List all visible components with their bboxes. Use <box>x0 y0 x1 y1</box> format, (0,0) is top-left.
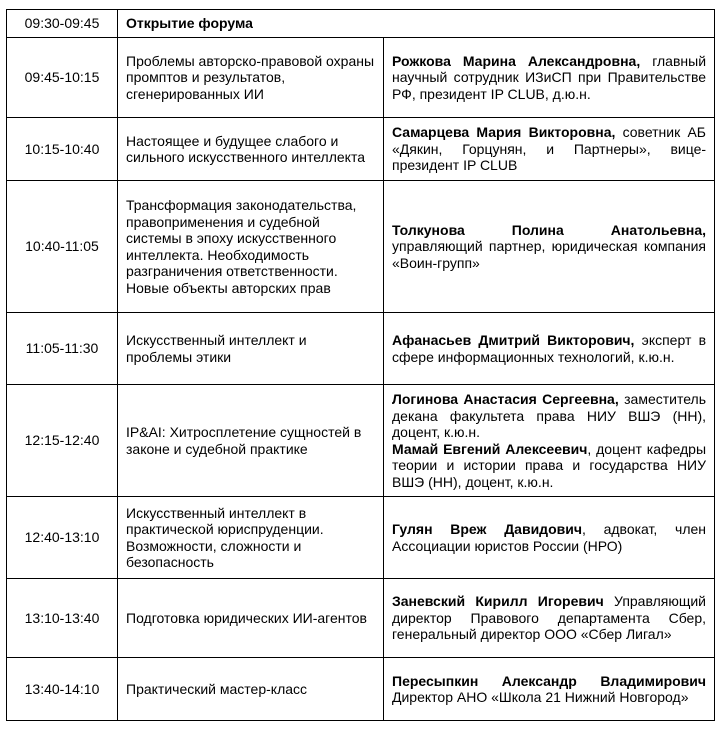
program-row <box>7 181 715 313</box>
time-slot: 09:45-10:15 <box>7 38 118 118</box>
speaker-name: Рожкова Марина Александровна, <box>392 52 641 69</box>
opening-title: Открытие форума <box>118 10 715 38</box>
speaker-name: Мамай Евгений Алексеевич <box>392 440 588 457</box>
speaker-name: Логинова Анастасия Сергеевна, <box>392 391 619 407</box>
speaker-name: Афанасьев Дмитрий Викторович, <box>392 332 635 348</box>
speaker-cell <box>384 385 715 497</box>
program-row <box>7 658 715 721</box>
speaker-cell <box>384 313 715 385</box>
speaker-details: , доцент кафедры теории и истории права и государства НИУ ВШЭ (НН), доцент, к.ю.н. <box>392 440 707 490</box>
time-slot: 10:15-10:40 <box>7 118 118 181</box>
speaker-cell <box>384 38 715 118</box>
session-topic: Настоящее и будущее слабого и сильного искусственного интеллекта <box>118 118 384 181</box>
program-row <box>7 118 715 181</box>
speaker-details: заместитель декана факультета права НИУ ВШЭ (НН), доцент, к.ю.н. <box>392 391 707 440</box>
program-row <box>7 579 715 658</box>
speaker-details: управляющий партнер, юридическая компания «Воин-групп» <box>392 238 707 271</box>
time-slot: 13:40-14:10 <box>7 658 118 721</box>
session-topic: Искусственный интеллект в практической юриспруденции. Возможности, сложности и безопасность <box>118 497 384 579</box>
speaker-cell <box>384 118 715 181</box>
time-slot: 09:30-09:45 <box>7 10 118 38</box>
time-slot: 13:10-13:40 <box>7 579 118 658</box>
speaker-details: , адвокат, член Ассоциации юристов России (НРО) <box>392 521 707 554</box>
speaker-details: советник АБ «Дякин, Горцунян, и Партнеры», вице-президент IP CLUB <box>392 124 707 174</box>
time-slot: 11:05-11:30 <box>7 313 118 385</box>
session-topic: Практический мастер-класс <box>118 658 384 721</box>
speaker-cell <box>384 181 715 313</box>
speaker-cell <box>384 579 715 658</box>
program-row <box>7 38 715 118</box>
speaker-entry <box>392 441 706 491</box>
time-slot: 12:40-13:10 <box>7 497 118 579</box>
session-topic: IP&AI: Хитросплетение сущностей в законе и судебной практике <box>118 385 384 497</box>
speaker-entry <box>392 391 706 441</box>
time-slot: 10:40-11:05 <box>7 181 118 313</box>
program-row <box>7 313 715 385</box>
speaker-details: Управляющий директор Правового департамента Сбер, генеральный директор ООО «Сбер Лигал» <box>392 593 707 643</box>
speaker-details: эксперт в сфере информационных технологий, к.ю.н. <box>392 332 707 365</box>
session-topic: Искусственный интеллект и проблемы этики <box>118 313 384 385</box>
speaker-details: Директор АНО «Школа 21 Нижний Новгород» <box>392 689 689 705</box>
time-slot: 12:15-12:40 <box>7 385 118 497</box>
program-row <box>7 10 715 38</box>
program-row <box>7 497 715 579</box>
speaker-cell <box>384 658 715 721</box>
forum-program-table <box>6 9 715 721</box>
speaker-name: Пересыпкин Александр Владимирович <box>392 672 707 689</box>
speaker-details: главный научный сотрудник ИЗиСП при Правительстве РФ, президент IP CLUB, д.ю.н. <box>392 52 707 102</box>
session-topic: Трансформация законодательства, правоприменения и судебной системы в эпоху искусственного интеллекта. Необходимость разграничения ответственности. Новые объекты авторских прав <box>118 181 384 313</box>
program-row <box>7 385 715 497</box>
session-topic: Подготовка юридических ИИ-агентов <box>118 579 384 658</box>
speaker-name: Гулян Вреж Давидович <box>392 521 582 537</box>
speaker-cell <box>384 497 715 579</box>
speaker-name: Заневский Кирилл Игоревич <box>392 593 604 610</box>
speaker-name: Самарцева Мария Викторовна, <box>392 124 616 141</box>
speaker-name: Толкунова Полина Анатольевна, <box>392 221 707 238</box>
session-topic: Проблемы авторско-правовой охраны промптов и результатов, сгенерированных ИИ <box>118 38 384 118</box>
